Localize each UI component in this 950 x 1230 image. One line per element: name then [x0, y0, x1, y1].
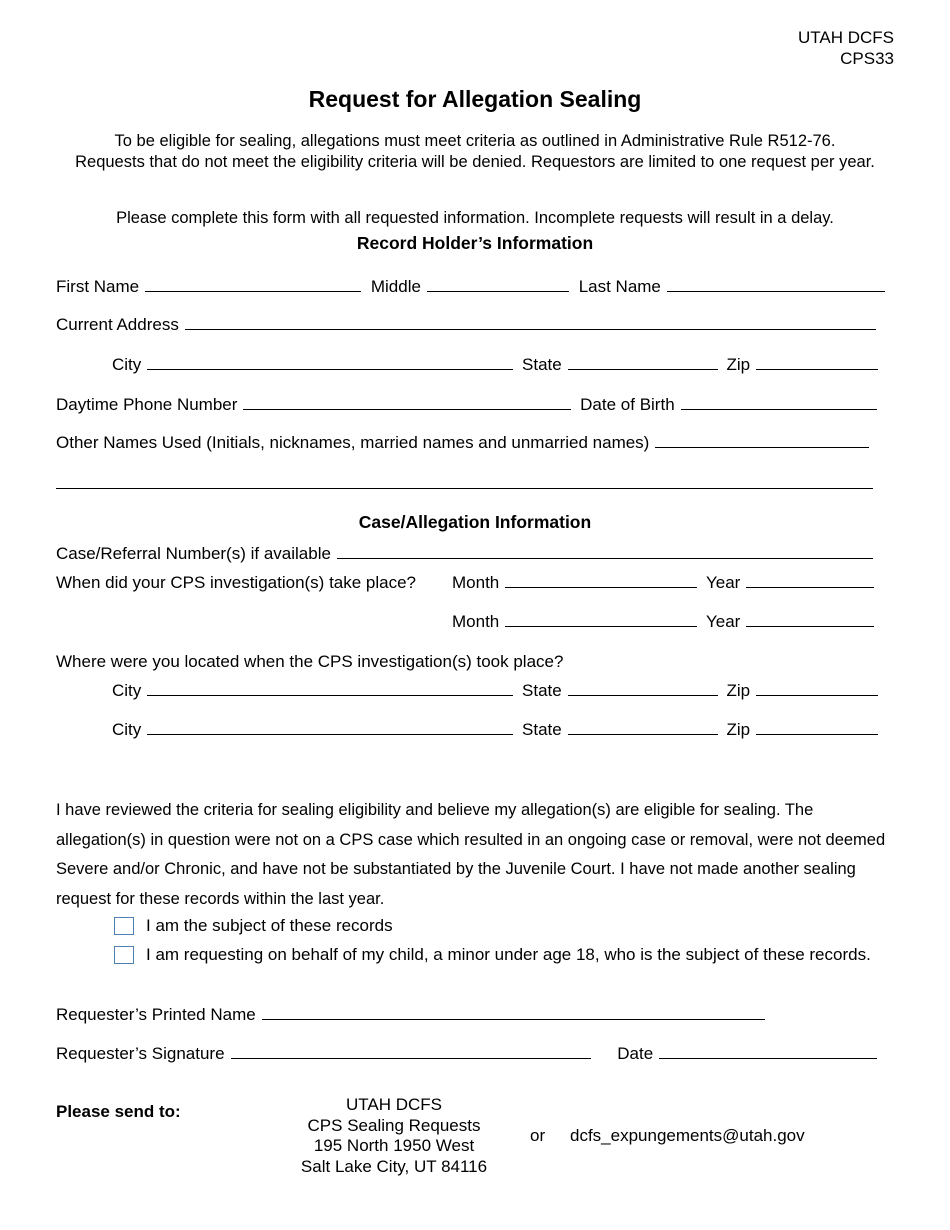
date-row-2 — [452, 612, 874, 632]
case-info-heading: Case/Allegation Information — [358, 512, 592, 532]
middle-name-field[interactable] — [427, 277, 569, 292]
other-names-field[interactable] — [655, 433, 869, 448]
year-field-2[interactable] — [746, 612, 874, 627]
middle-name-label: Middle — [370, 277, 421, 296]
month-label: Month — [452, 612, 500, 631]
month-field-1[interactable] — [505, 573, 697, 588]
zip-label: Zip — [726, 681, 751, 700]
zip-label: Zip — [726, 720, 751, 739]
year-field-1[interactable] — [746, 573, 874, 588]
intro-text — [0, 131, 950, 173]
date-field[interactable] — [659, 1044, 877, 1059]
other-names-row — [56, 433, 869, 453]
current-address-label: Current Address — [56, 315, 179, 334]
case-number-label: Case/Referral Number(s) if available — [56, 544, 331, 563]
form-code — [798, 27, 894, 69]
record-holder-heading: Record Holder’s Information — [356, 233, 594, 253]
city-label: City — [112, 355, 142, 374]
address-line-4: Salt Lake City, UT 84116 — [300, 1156, 488, 1176]
or-text: or — [530, 1126, 546, 1145]
city-state-zip-row — [112, 355, 878, 375]
year-label: Year — [705, 612, 741, 631]
mailing-address — [294, 1095, 494, 1177]
option-parent-row[interactable] — [114, 945, 871, 965]
when-label: When did your CPS investigation(s) take place? — [56, 573, 417, 592]
location-row-2 — [112, 720, 878, 740]
other-names-label: Other Names Used (Initials, nicknames, married names and unmarried names) — [56, 433, 650, 452]
date-label: Date — [617, 1044, 654, 1063]
dob-field[interactable] — [681, 395, 877, 410]
printed-name-label: Requester’s Printed Name — [56, 1005, 256, 1024]
dob-label: Date of Birth — [580, 395, 675, 414]
option-subject-row[interactable] — [114, 916, 393, 936]
zip-field[interactable] — [756, 355, 878, 370]
address-line-1: UTAH DCFS — [345, 1095, 442, 1114]
address-line-3: 195 North 1950 West — [313, 1136, 475, 1155]
location-zip-field-1[interactable] — [756, 681, 878, 696]
printed-name-field[interactable] — [262, 1005, 765, 1020]
location-state-field-1[interactable] — [568, 681, 718, 696]
form-number: CPS33 — [840, 49, 894, 68]
phone-field[interactable] — [243, 395, 571, 410]
state-label: State — [522, 355, 562, 374]
intro-line-1: To be eligible for sealing, allegations must meet criteria as outlined in Administrative Rule R512-76. — [114, 132, 836, 150]
send-to-label: Please send to: — [56, 1102, 181, 1121]
current-address-field[interactable] — [185, 315, 876, 330]
location-zip-field-2[interactable] — [756, 720, 878, 735]
address-line-2: CPS Sealing Requests — [307, 1115, 481, 1135]
city-label: City — [112, 681, 142, 700]
first-name-field[interactable] — [145, 277, 361, 292]
parent-checkbox[interactable] — [114, 946, 134, 964]
other-names-field-continued[interactable] — [56, 474, 873, 489]
intro-line-2: Requests that do not meet the eligibility criteria will be denied. Requestors are limited to one request per year. — [75, 153, 875, 171]
signature-field[interactable] — [231, 1044, 591, 1059]
last-name-field[interactable] — [667, 277, 885, 292]
subject-checkbox[interactable] — [114, 917, 134, 935]
page-title: Request for Allegation Sealing — [308, 86, 642, 112]
option-parent-label: I am requesting on behalf of my child, a minor under age 18, who is the subject of these records. — [146, 945, 871, 964]
location-row-1 — [112, 681, 878, 701]
month-field-2[interactable] — [505, 612, 697, 627]
case-number-row — [56, 544, 873, 564]
year-label: Year — [705, 573, 741, 592]
phone-label: Daytime Phone Number — [56, 395, 238, 414]
month-label: Month — [452, 573, 500, 592]
attestation-paragraph: I have reviewed the criteria for sealing eligibility and believe my allegation(s) are eligible for sealing. The allegation(s) in question were not on a CPS case which resulted in an ongoing case or removal, were not deemed Severe and/or Chronic, and have not be substantiated by the Juvenile Court. I have not made another sealing request for these records within the last year. — [56, 801, 886, 908]
name-row — [56, 277, 885, 297]
first-name-label: First Name — [56, 277, 140, 296]
city-label: City — [112, 720, 142, 739]
instructions: Please complete this form with all requested information. Incomplete requests will result in a delay. — [116, 209, 834, 227]
email-address: dcfs_expungements@utah.gov — [570, 1126, 805, 1145]
printed-name-row — [56, 1005, 765, 1025]
city-field[interactable] — [147, 355, 513, 370]
state-label: State — [522, 720, 562, 739]
state-field[interactable] — [568, 355, 718, 370]
address-row — [56, 315, 876, 335]
phone-dob-row — [56, 395, 877, 415]
option-subject-label: I am the subject of these records — [146, 916, 393, 935]
location-city-field-2[interactable] — [147, 720, 513, 735]
zip-label: Zip — [726, 355, 751, 374]
state-label: State — [522, 681, 562, 700]
signature-label: Requester’s Signature — [56, 1044, 225, 1063]
date-row-1 — [452, 573, 874, 593]
location-state-field-2[interactable] — [568, 720, 718, 735]
case-number-field[interactable] — [337, 544, 873, 559]
agency-name: UTAH DCFS — [797, 28, 894, 47]
signature-row — [56, 1044, 877, 1064]
where-label: Where were you located when the CPS investigation(s) took place? — [56, 652, 564, 671]
last-name-label: Last Name — [578, 277, 661, 296]
location-city-field-1[interactable] — [147, 681, 513, 696]
